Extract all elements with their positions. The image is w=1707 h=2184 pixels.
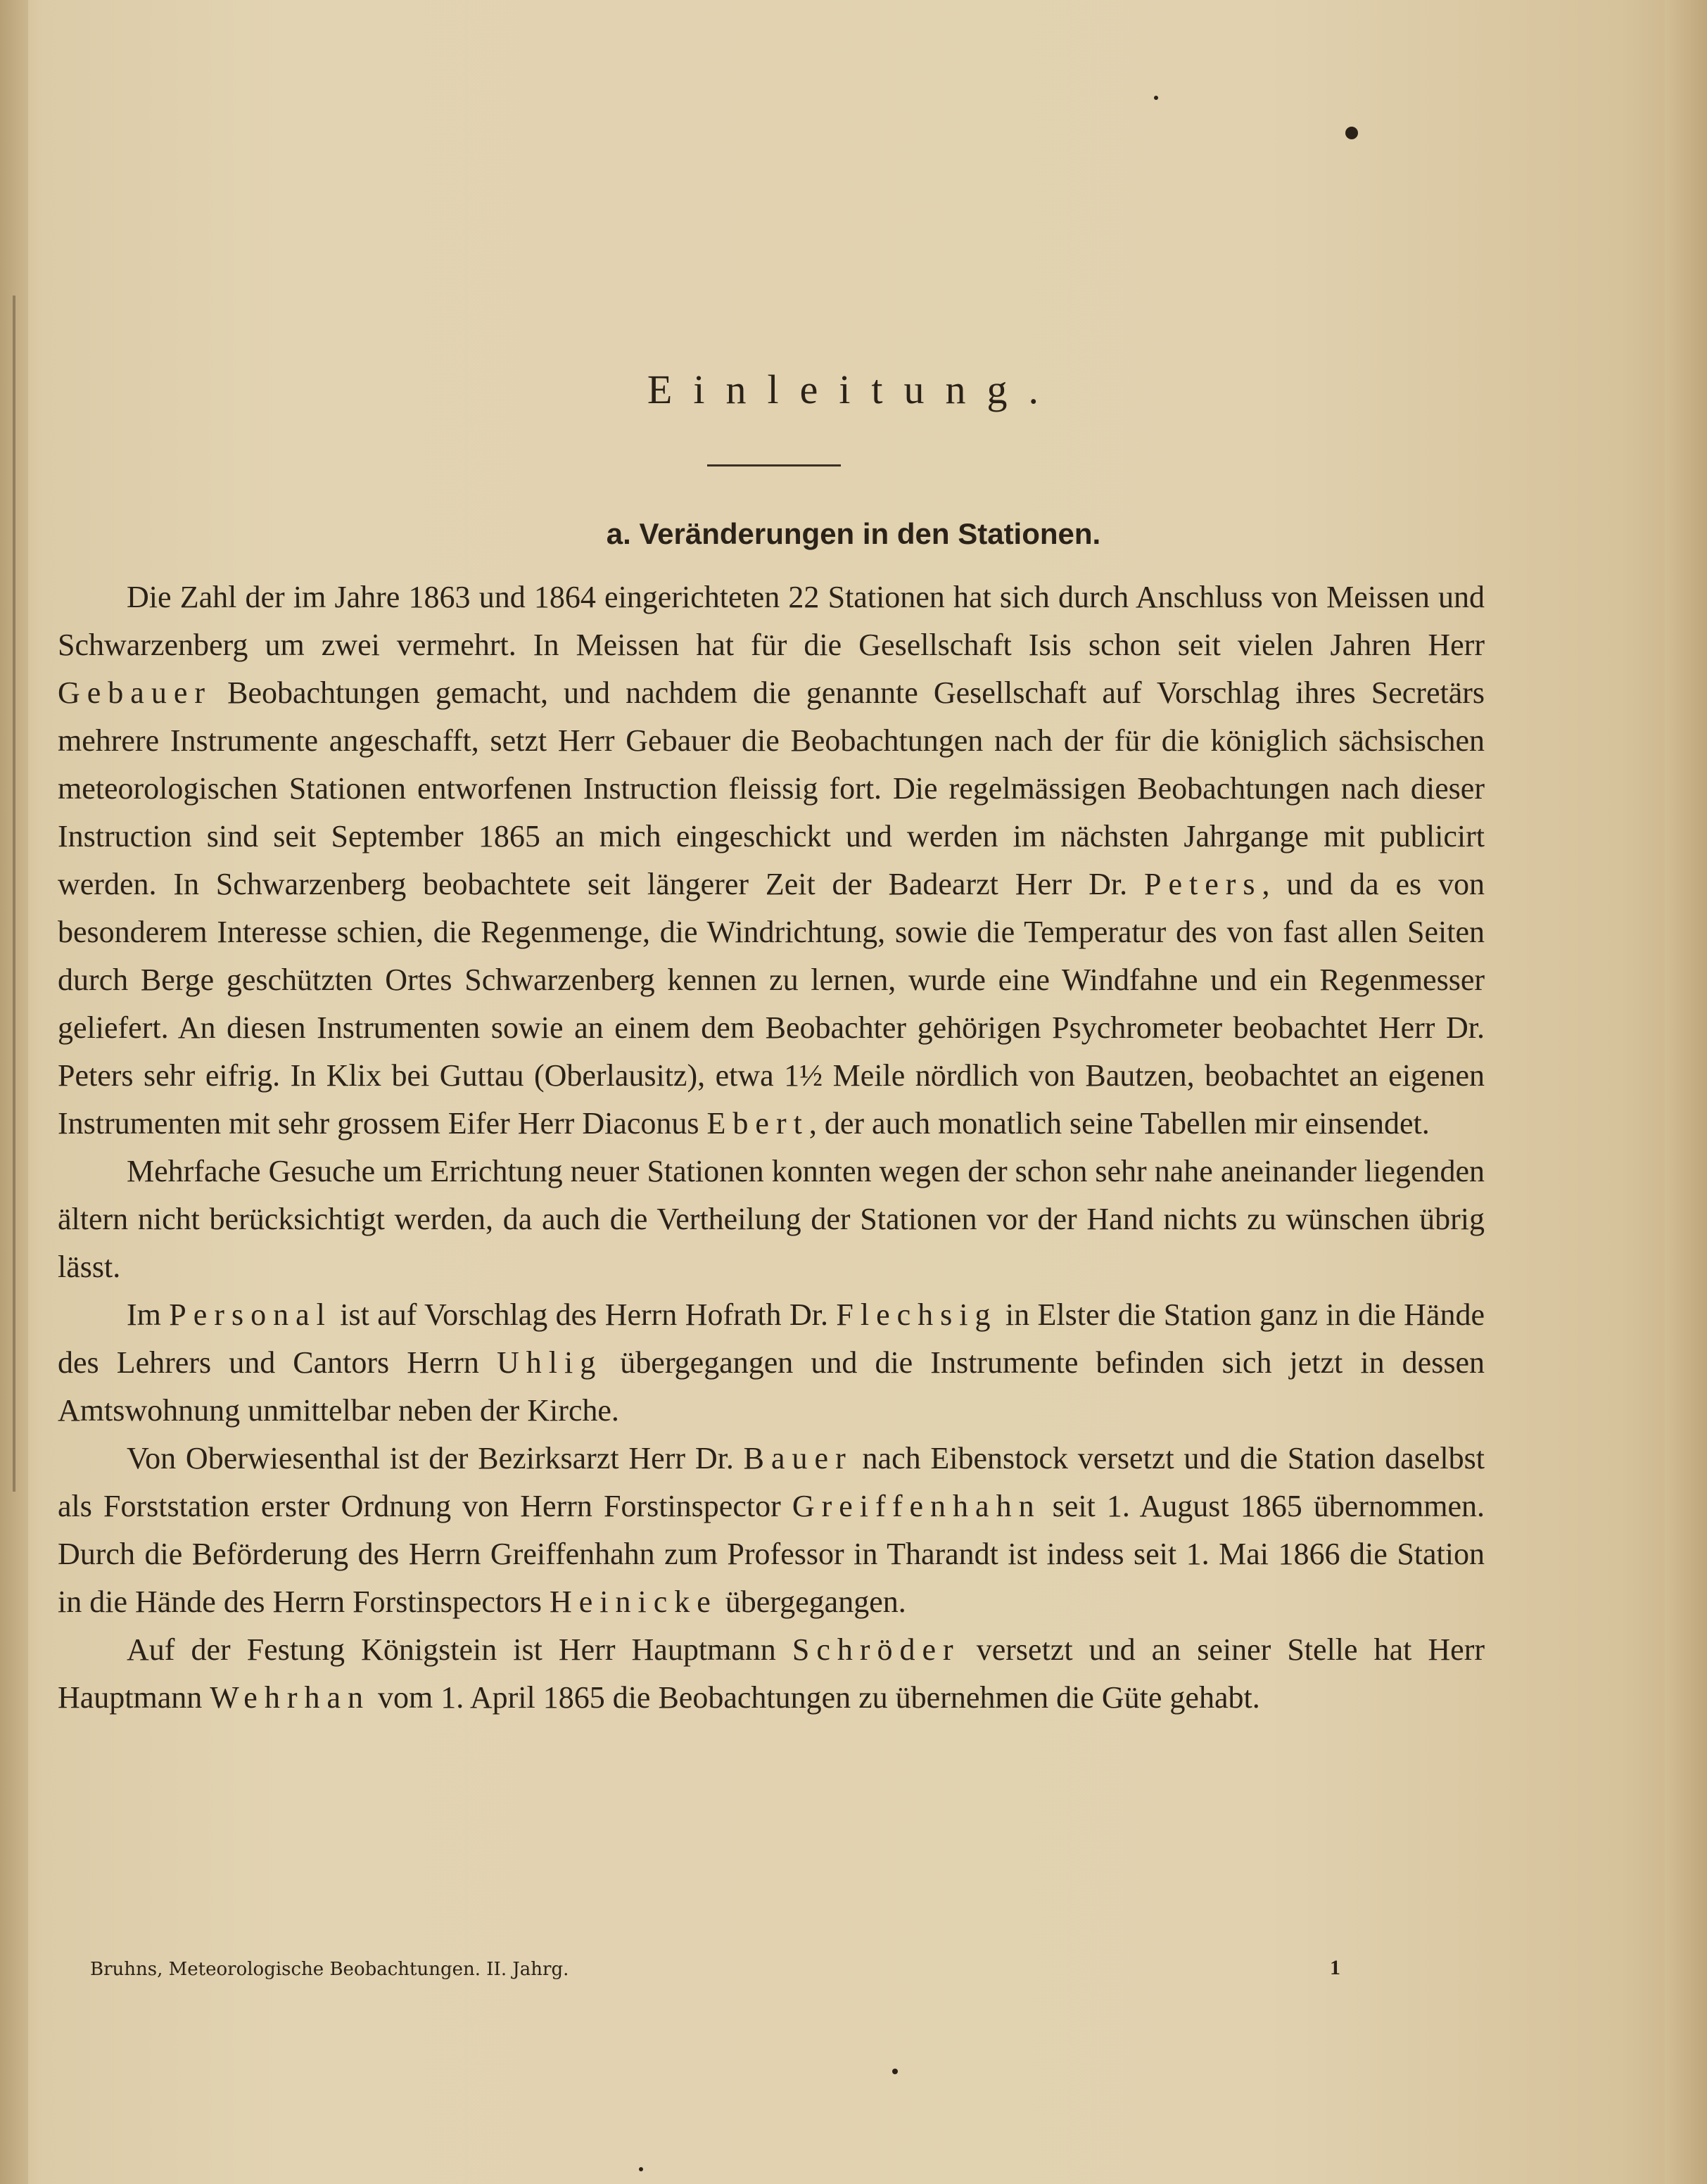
text-run: übergegangen. (717, 1585, 906, 1619)
running-footer: Bruhns, Meteorologische Beobachtungen. II. Jahrg. (90, 1959, 569, 1980)
paragraph (58, 1435, 1485, 1626)
spaced-name: Wehrhan (210, 1680, 371, 1715)
text-run: Beobachtungen gemacht, und nachdem die genannte Gesellschaft auf Vorschlag ihres Secretärs mehrere Instrumente angeschafft, setzt Herr Gebauer die Beobachtungen nach der für die königlich sächsischen meteorologischen Stationen entworfenen Instruction fleissig fort. Die regelmässigen Beobachtungen nach dieser Instruction sind seit September 1865 an mich eingeschickt und werden im nächsten Jahrgange mit publicirt werden. In Schwarzenberg beobachtete seit längerer Zeit der Badearzt Herr Dr. (58, 675, 1485, 901)
text-run: Mehrfache Gesuche um Errichtung neuer Stationen konnten wegen der schon sehr nahe aneinander liegenden ältern nicht berücksichtigt werden, da auch die Vertheilung der Stationen vor der Hand nichts zu wünschen übrig lässt. (58, 1154, 1485, 1284)
text-run: Die Zahl der im Jahre 1863 und 1864 eingerichteten 22 Stationen hat sich durch Anschluss von Meissen und Schwarzenberg um zwei vermehrt. In Meissen hat für die Gesellschaft Isis schon seit vielen Jahren Herr (58, 580, 1485, 662)
text-run: ist auf Vorschlag des Herrn Hofrath Dr. (331, 1297, 837, 1332)
spaced-name: Schröder (792, 1632, 960, 1667)
spaced-name: Bauer (743, 1441, 853, 1475)
title-divider (707, 464, 841, 466)
spaced-name: Ebert (706, 1106, 809, 1141)
spaced-name: Peters (1143, 867, 1262, 901)
text-run: nach Eibenstock versetzt und die Station daselbst als Forststation erster Ordnung von Herrn Forstinspector (58, 1441, 1485, 1523)
text-run: Im (127, 1297, 170, 1332)
section-heading: a. Veränderungen in den Stationen. (606, 517, 1101, 550)
ink-speck (1345, 127, 1358, 139)
text-run: übergegangen und die Instrumente befinden sich jetzt in dessen Amtswohnung unmittelbar neben der Kirche. (58, 1345, 1485, 1428)
spaced-name: Gebauer (58, 675, 212, 710)
spaced-name: Greiffenhahn (792, 1489, 1041, 1523)
ink-speck (639, 2167, 643, 2171)
text-run: seit 1. August 1865 übernommen. Durch die Beförderung des Herrn Greiffenhahn zum Professor in Tharandt ist indess seit 1. Mai 1866 die Station in die Hände des Herrn Forstinspectors (58, 1489, 1485, 1619)
text-run: Von Oberwiesenthal ist der Bezirksarzt Herr Dr. (127, 1441, 744, 1475)
binding-mark (13, 296, 15, 1492)
page-title: Einleitung. (647, 367, 1060, 412)
text-run: in Elster die Station ganz in die Hände des Lehrers und Cantors Herrn (58, 1297, 1485, 1380)
spaced-name: Heinicke (549, 1585, 718, 1619)
ink-speck (1154, 96, 1158, 100)
spaced-name: Uhlig (496, 1345, 603, 1380)
text-run: , der auch monatlich seine Tabellen mir einsendet. (808, 1106, 1430, 1141)
spaced-name: Personal (169, 1297, 332, 1332)
spaced-name: Flechsig (836, 1297, 998, 1332)
ink-speck (892, 2069, 898, 2074)
paragraph (58, 1148, 1485, 1291)
page-right-edge (1665, 0, 1707, 2184)
paragraph (58, 573, 1485, 1148)
text-run: versetzt und an seiner Stelle hat Herr Hauptmann (58, 1632, 1485, 1715)
page-number: 1 (1330, 1956, 1340, 1979)
text-run: Auf der Festung Königstein ist Herr Hauptmann (127, 1632, 792, 1667)
paragraph (58, 1291, 1485, 1435)
paragraph (58, 1626, 1485, 1722)
body-text (58, 573, 1485, 1722)
text-run: , und da es von besonderem Interesse schien, die Regenmenge, die Windrichtung, sowie die Temperatur des von fast allen Seiten durch Berge geschützten Ortes Schwarzenberg kennen zu lernen, wurde eine Windfahne und ein Regenmesser geliefert. An diesen Instrumenten sowie an einem dem Beobachter gehörigen Psychrometer beobachtet Herr Dr. Peters sehr eifrig. In Klix bei Guttau (Oberlausitz), etwa 1½ Meile nördlich von Bautzen, beobachtet an eigenen Instrumenten mit sehr grossem Eifer Herr Diaconus (58, 867, 1485, 1141)
text-run: vom 1. April 1865 die Beobachtungen zu übernehmen die Güte gehabt. (370, 1680, 1260, 1715)
